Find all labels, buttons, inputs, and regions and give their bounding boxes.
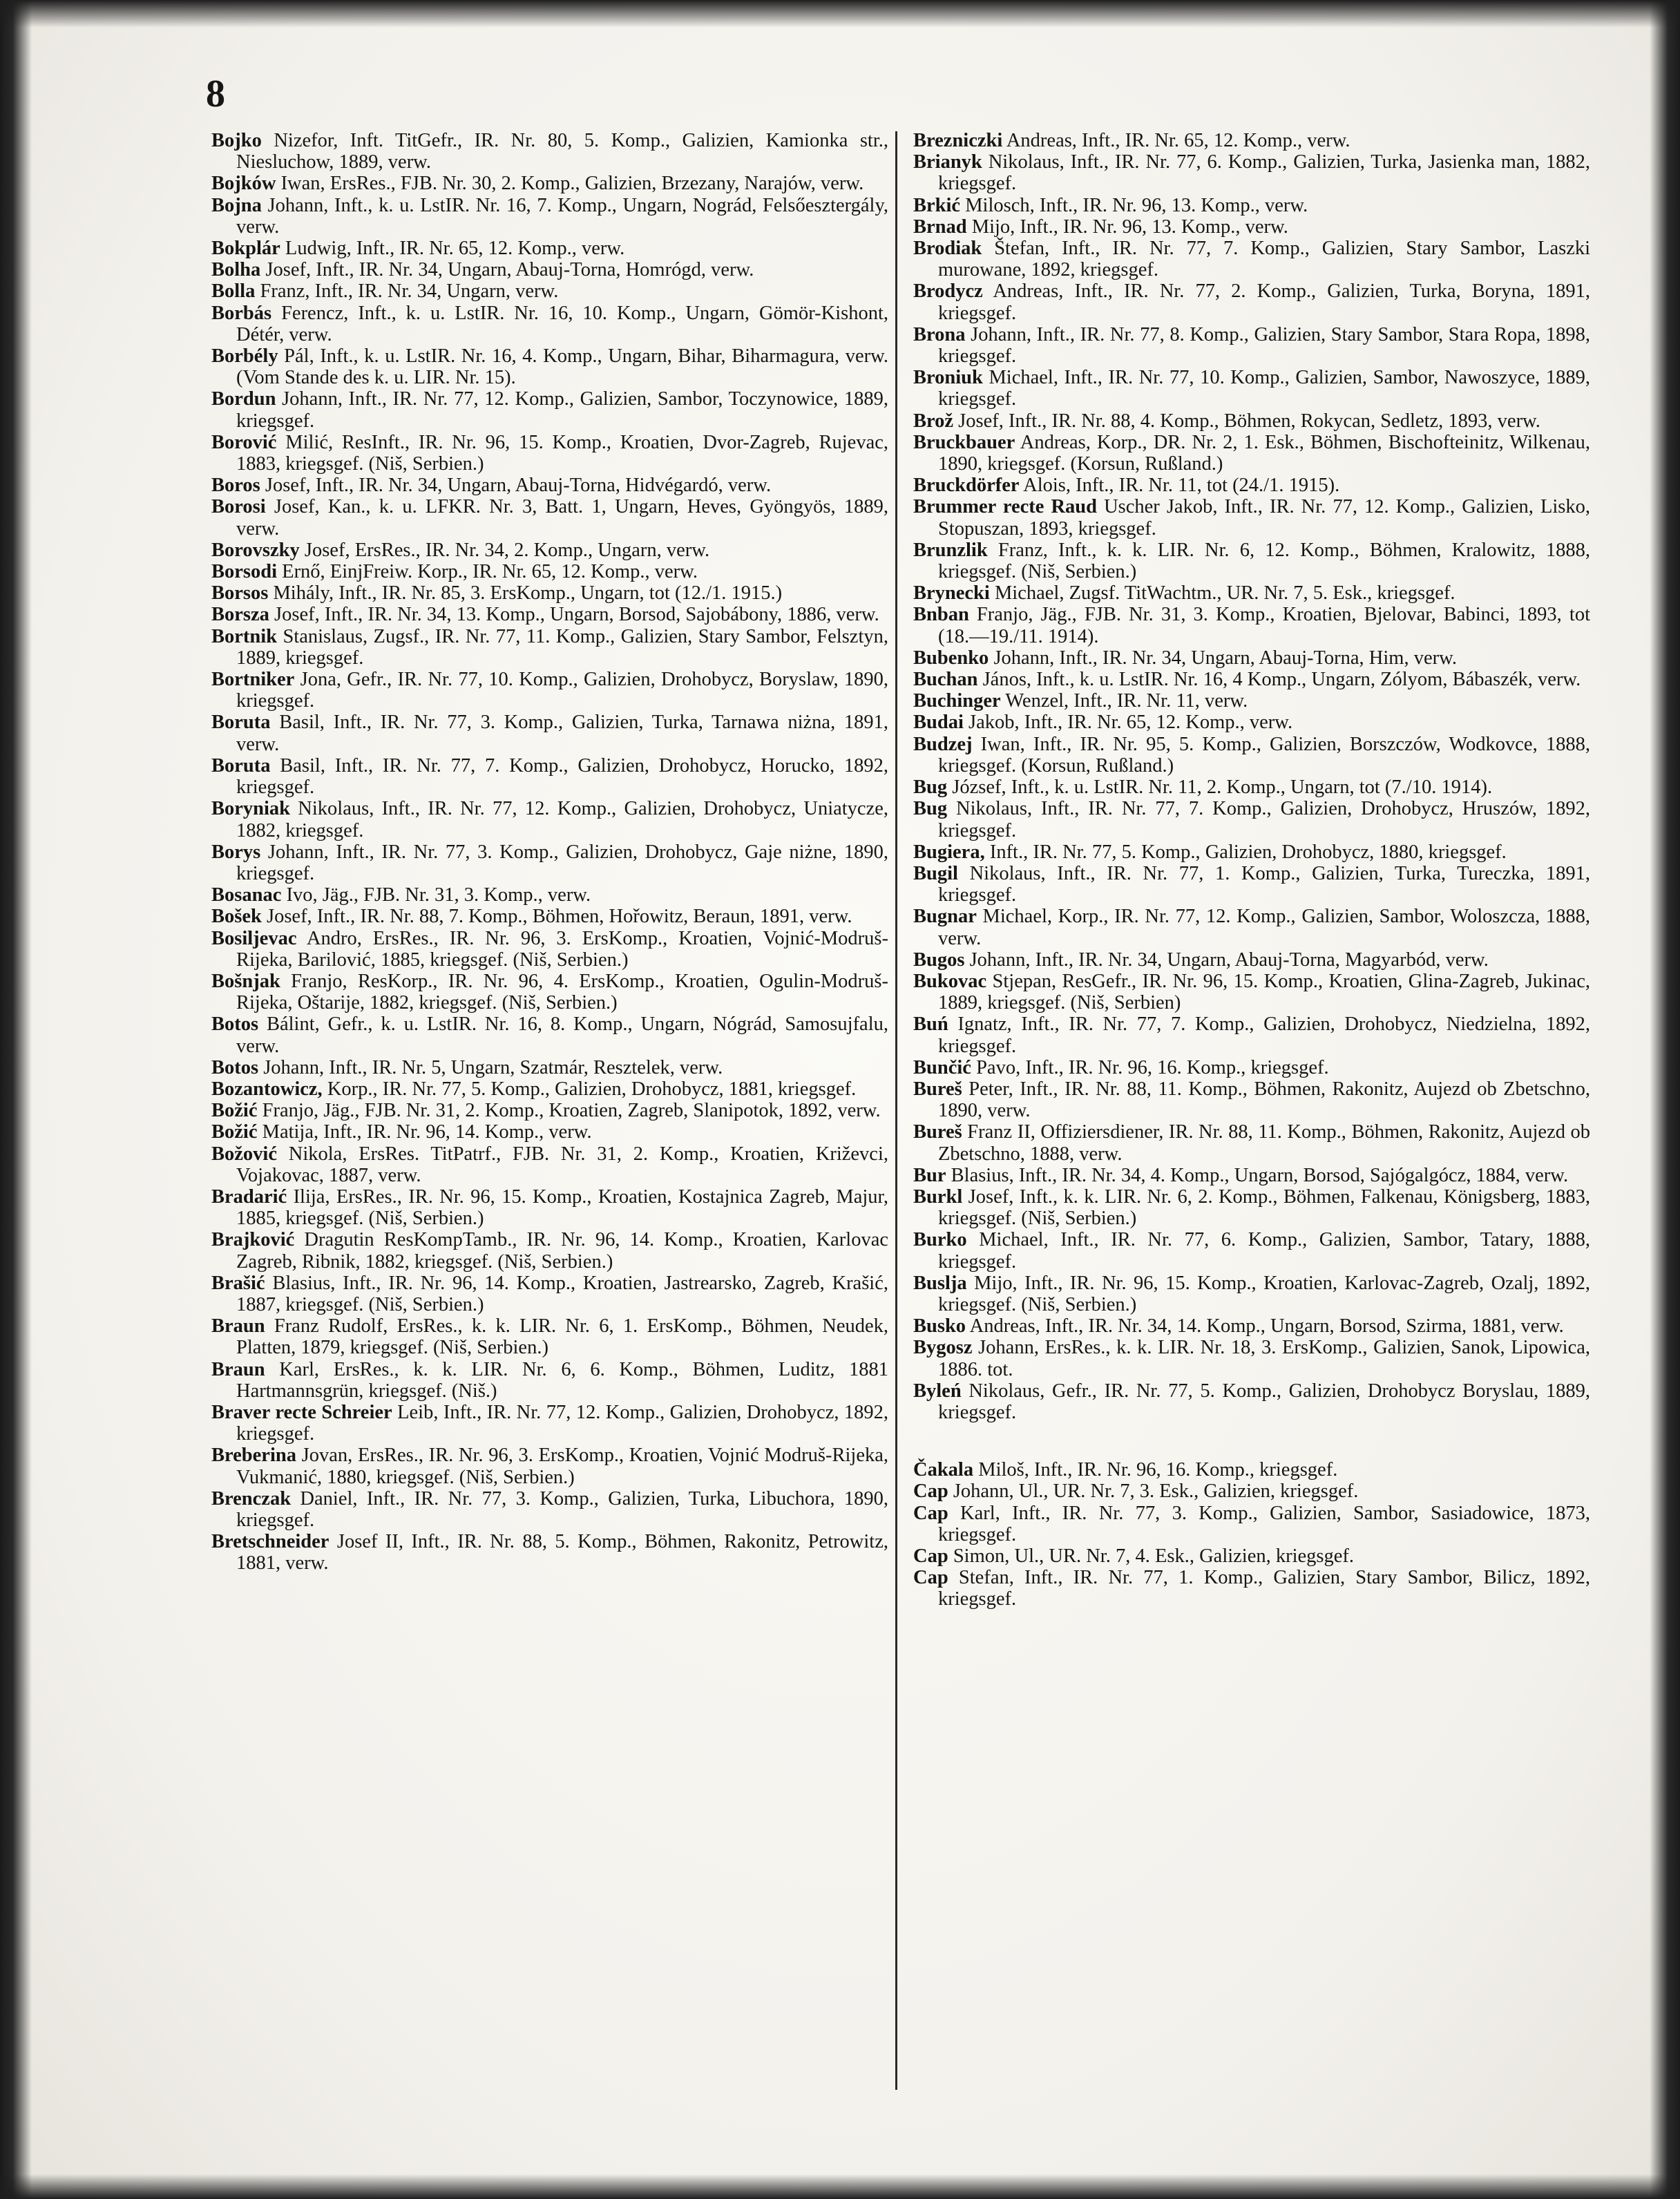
casualty-entry (913, 1121, 1590, 1164)
casualty-entry (913, 669, 1590, 690)
casualty-entry (913, 863, 1590, 906)
casualty-entry (913, 475, 1590, 496)
entry-surname: Borys (211, 841, 261, 863)
casualty-entry (211, 928, 888, 971)
entry-details: Basil, Inft., IR. Nr. 77, 3. Komp., Galizien, Turka, Tarnawa niżna, 1891, verw. (236, 712, 889, 755)
entry-details: Jona, Gefr., IR. Nr. 77, 10. Komp., Galizien, Drohobycz, Boryslaw, 1890, kriegsgef. (236, 669, 888, 712)
entry-surname: Bugos (913, 949, 965, 971)
entry-surname: Bortnik (211, 625, 278, 647)
entry-details: Josef, Inft., IR. Nr. 34, Ungarn, Abauj-Torna, Hidvégardó, verw. (265, 475, 772, 497)
casualty-entry (913, 734, 1590, 777)
casualty-entry (211, 475, 888, 496)
entry-surname: Bokplár (211, 238, 280, 260)
casualty-entry (913, 130, 1590, 151)
entry-details: Iwan, Inft., IR. Nr. 95, 5. Komp., Galizien, Borszczów, Wodkovce, 1888, kriegsgef. (Korsun, Rußland.) (938, 733, 1590, 777)
entry-details: Mihály, Inft., IR. Nr. 85, 3. ErsKomp., Ungarn, tot (12./1. 1915.) (273, 582, 783, 605)
entry-details: Inft., IR. Nr. 77, 5. Komp., Galizien, Drohobycz, 1880, kriegsgef. (989, 841, 1507, 863)
entry-surname: Bojko (211, 130, 262, 151)
casualty-entry (211, 345, 888, 388)
entry-surname: Buń (913, 1013, 948, 1036)
entry-surname: Bojna (211, 194, 262, 216)
entry-surname: Božović (211, 1143, 277, 1165)
entry-details: Andreas, Korp., DR. Nr. 2, 1. Esk., Böhmen, Bischofteinitz, Wilkenau, 1890, kriegsgef. (Korsun, Rußland.) (938, 431, 1590, 475)
entry-surname: Brona (913, 323, 966, 345)
entry-surname: Braun (211, 1358, 265, 1380)
entry-surname: Bretschneider (211, 1531, 330, 1553)
casualty-entry (913, 1057, 1590, 1078)
entry-details: Johann, Inft., k. u. LstIR. Nr. 16, 7. Komp., Ungarn, Nográd, Felsőesztergály, verw. (236, 194, 889, 238)
entry-surname: Buslja (913, 1272, 967, 1294)
entry-surname: Braver recte Schreier (211, 1401, 392, 1423)
casualty-entry (211, 1100, 888, 1121)
entry-details: Johann, Inft., IR. Nr. 77, 8. Komp., Galizien, Stary Sambor, Stara Ropa, 1898, kriegsgef. (938, 323, 1590, 368)
entry-details: Josef, Kan., k. u. LFKR. Nr. 3, Batt. 1, Ungarn, Heves, Gyöngyös, 1889, verw. (236, 496, 888, 540)
entry-details: Matija, Inft., IR. Nr. 96, 14. Komp., verw. (262, 1121, 592, 1143)
entry-details: Michael, Inft., IR. Nr. 77, 10. Komp., Galizien, Sambor, Nawoszyce, 1889, kriegsgef. (938, 367, 1590, 410)
entry-surname: Brajković (211, 1229, 295, 1251)
entry-details: Dragutin ResKompTamb., IR. Nr. 96, 14. Komp., Kroatien, Karlovac Zagreb, Ribnik, 1882, kriegsgef. (Niš, Serbien.) (236, 1229, 888, 1273)
casualty-entry (211, 561, 888, 582)
casualty-entry (913, 432, 1590, 475)
casualty-entry (913, 1481, 1590, 1502)
casualty-entry (913, 1315, 1590, 1337)
entry-surname: Bubenko (913, 647, 989, 669)
entry-surname: Bolla (211, 280, 256, 303)
casualty-entry (913, 1013, 1590, 1056)
entry-surname: Cap (913, 1567, 948, 1589)
casualty-entry (211, 1273, 888, 1315)
casualty-entry (913, 582, 1590, 604)
casualty-entry (913, 1165, 1590, 1186)
entry-details: Peter, Inft., IR. Nr. 88, 11. Komp., Böhmen, Rakonitz, Aujezd ob Zbetschno, 1890, verw. (938, 1078, 1590, 1122)
casualty-entry (211, 971, 888, 1013)
casualty-entry (913, 540, 1590, 582)
entry-surname: Boruta (211, 712, 271, 734)
entry-surname: Brianyk (913, 151, 982, 173)
casualty-entry (211, 841, 888, 884)
entry-surname: Bygosz (913, 1337, 973, 1359)
casualty-entry (211, 1531, 888, 1574)
entry-surname: Burkl (913, 1186, 963, 1208)
entry-surname: Bugil (913, 862, 958, 884)
entry-details: Nikola, ErsRes. TitPatrf., FJB. Nr. 31, 2. Komp., Kroatien, Križevci, Vojakovac, 1887, verw. (236, 1143, 888, 1186)
entry-surname: Brodycz (913, 280, 983, 303)
entry-surname: Bosiljevac (211, 927, 297, 949)
casualty-entry (211, 906, 888, 927)
entry-surname: Bošek (211, 906, 262, 928)
entry-details: Franjo, Jäg., FJB. Nr. 31, 3. Komp., Kroatien, Bjelovar, Babinci, 1893, tot (18.—19./11. 1914). (938, 604, 1590, 647)
entry-details: Ernő, EinjFreiw. Korp., IR. Nr. 65, 12. Komp., verw. (282, 561, 698, 583)
entry-details: Bálint, Gefr., k. u. LstIR. Nr. 16, 8. Komp., Ungarn, Nógrád, Samosujfalu, verw. (236, 1013, 888, 1057)
casualty-entry (211, 798, 888, 841)
entry-details: Karl, ErsRes., k. k. LIR. Nr. 6, 6. Komp., Böhmen, Luditz, 1881 Hartmannsgrün, kriegsgef. (Niš.) (236, 1358, 889, 1402)
entry-details: Blasius, Inft., IR. Nr. 96, 14. Komp., Kroatien, Jastrearsko, Zagreb, Krašić, 1887, kriegsgef. (Niš, Serbien.) (236, 1272, 888, 1315)
entry-details: Michael, Zugsf. TitWachtm., UR. Nr. 7, 5. Esk., kriegsgef. (994, 582, 1455, 605)
casualty-entry (211, 238, 888, 259)
entry-details: Stefan, Inft., IR. Nr. 77, 1. Komp., Galizien, Stary Sambor, Bilicz, 1892, kriegsgef. (938, 1567, 1591, 1610)
entry-details: Ilija, ErsRes., IR. Nr. 96, 15. Komp., Kroatien, Kostajnica Zagreb, Majur, 1885, kriegsgef. (Niš, Serbien.) (236, 1186, 888, 1230)
casualty-entry (913, 712, 1590, 733)
casualty-entry (211, 755, 888, 798)
entry-surname: Cap (913, 1545, 948, 1567)
casualty-entry (913, 216, 1590, 238)
casualty-entry (211, 540, 888, 561)
entry-surname: Božić (211, 1100, 258, 1122)
entry-details: Nikolaus, Gefr., IR. Nr. 77, 5. Komp., Galizien, Drohobycz Boryslau, 1889, kriegsgef. (938, 1380, 1590, 1423)
entry-details: Josef, Inft., IR. Nr. 34, Ungarn, Abauj-Torna, Homrógd, verw. (265, 259, 754, 281)
entry-details: Nikolaus, Inft., IR. Nr. 77, 12. Komp., Galizien, Drohobycz, Uniatycze, 1882, kriegsgef. (236, 798, 888, 841)
entry-details: Josef, Inft., k. k. LIR. Nr. 6, 2. Komp., Böhmen, Falkenau, Königsberg, 1883, kriegsgef. (Niš, Serbien.) (938, 1186, 1590, 1230)
casualty-entry (211, 1445, 888, 1487)
entry-details: Franz II, Offiziersdiener, IR. Nr. 88, 11. Komp., Böhmen, Rakonitz, Aujezd ob Zbetschno, 1888, verw. (938, 1121, 1591, 1165)
entry-surname: Božić (211, 1121, 258, 1143)
entry-surname: Boros (211, 475, 260, 497)
entry-details: Jovan, ErsRes., IR. Nr. 96, 3. ErsKomp., Kroatien, Vojnić Modruš-Rijeka, Vukmanić, 1880, kriegsgef. (Niš, Serbien.) (236, 1445, 889, 1488)
entry-surname: Bradarić (211, 1186, 287, 1208)
right-column (913, 130, 1590, 1610)
entry-details: Josef II, Inft., IR. Nr. 88, 5. Komp., Böhmen, Rakonitz, Petrowitz, 1881, verw. (236, 1531, 888, 1574)
entry-surname: Busko (913, 1315, 966, 1338)
casualty-entry (211, 496, 888, 539)
entry-details: Michael, Inft., IR. Nr. 77, 6. Komp., Galizien, Sambor, Tatary, 1888, kriegsgef. (938, 1229, 1590, 1273)
entry-surname: Brenczak (211, 1487, 292, 1510)
entry-surname: Bordun (211, 388, 276, 410)
casualty-entry (211, 303, 888, 345)
entry-surname: Cap (913, 1481, 948, 1503)
entry-details: Pavo, Inft., IR. Nr. 96, 16. Komp., kriegsgef. (976, 1056, 1329, 1078)
casualty-entry (913, 690, 1590, 712)
entry-surname: Bug (913, 777, 948, 799)
entry-details: Josef, ErsRes., IR. Nr. 34, 2. Komp., Ungarn, verw. (304, 539, 710, 561)
entry-details: Stanislaus, Zugsf., IR. Nr. 77, 11. Komp., Galizien, Stary Sambor, Felsztyn, 1889, kriegsgef. (236, 625, 889, 669)
entry-details: Pál, Inft., k. u. LstIR. Nr. 16, 4. Komp., Ungarn, Bihar, Biharmagura, verw. (Vom Stande des k. u. LIR. Nr. 15). (236, 345, 888, 389)
entry-details: Mijo, Inft., IR. Nr. 96, 15. Komp., Kroatien, Karlovac-Zagreb, Ozalj, 1892, kriegsgef. (Niš, Serbien.) (938, 1272, 1591, 1315)
entry-surname: Bugnar (913, 906, 977, 928)
entry-surname: Cap (913, 1502, 948, 1524)
casualty-entry (211, 195, 888, 238)
casualty-entry (913, 496, 1590, 539)
entry-details: Franjo, ResKorp., IR. Nr. 96, 4. ErsKomp., Kroatien, Ogulin-Modruš-Rijeka, Oštarije, 1882, kriegsgef. (Niš, Serbien.) (236, 970, 889, 1014)
casualty-entry (211, 669, 888, 712)
casualty-entry (211, 582, 888, 604)
casualty-entry (913, 1186, 1590, 1229)
entry-surname: Brašić (211, 1272, 265, 1294)
right-column-c-entries (913, 1459, 1590, 1610)
entry-details: Johann, Inft., IR. Nr. 77, 12. Komp., Galizien, Sambor, Toczynowice, 1889, kriegsgef. (236, 388, 888, 432)
casualty-entry (211, 1229, 888, 1272)
casualty-entry (913, 841, 1590, 863)
entry-surname: Budzej (913, 733, 973, 755)
scan-border-left (0, 0, 32, 2199)
casualty-entry (913, 1459, 1590, 1481)
entry-details: Johann, Inft., IR. Nr. 5, Ungarn, Szatmár, Resztelek, verw. (263, 1056, 723, 1078)
casualty-entry (211, 1013, 888, 1056)
entry-details: Josef, Inft., IR. Nr. 88, 7. Komp., Böhmen, Hořowitz, Beraun, 1891, verw. (266, 906, 852, 928)
casualty-entry (913, 1337, 1590, 1380)
casualty-entry (211, 280, 888, 302)
entry-surname: Borović (211, 431, 277, 453)
entry-surname: Braun (211, 1315, 265, 1338)
casualty-entry (211, 604, 888, 625)
entry-details: Franz Rudolf, ErsRes., k. k. LIR. Nr. 6, 1. ErsKomp., Böhmen, Neudek, Platten, 1879, kriegsgef. (Niš, Serbien.) (236, 1315, 888, 1359)
entry-details: Milosch, Inft., IR. Nr. 96, 13. Komp., verw. (965, 194, 1308, 216)
entry-details: Jakob, Inft., IR. Nr. 65, 12. Komp., verw. (968, 712, 1293, 734)
section-gap (913, 1423, 1590, 1459)
casualty-entry (211, 173, 888, 194)
entry-details: Josef, Inft., IR. Nr. 34, 13. Komp., Ungarn, Borsod, Sajobábony, 1886, verw. (274, 604, 879, 626)
entry-details: Korp., IR. Nr. 77, 5. Komp., Galizien, Drohobycz, 1881, kriegsgef. (327, 1078, 857, 1100)
entry-surname: Broniuk (913, 367, 983, 389)
entry-surname: Bortniker (211, 669, 295, 691)
entry-surname: Bnban (913, 604, 969, 626)
entry-surname: Botos (211, 1013, 259, 1036)
entry-surname: Borsodi (211, 561, 278, 583)
entry-surname: Budai (913, 712, 964, 734)
entry-surname: Borbás (211, 302, 272, 324)
entry-surname: Bruckdörfer (913, 475, 1020, 497)
entry-surname: Brummer recte Raud (913, 496, 1097, 518)
entry-surname: Buchan (913, 669, 978, 691)
entry-surname: Borsza (211, 604, 269, 626)
entry-surname: Bug (913, 798, 948, 820)
entry-surname: Bolha (211, 259, 261, 281)
entry-surname: Brodiak (913, 238, 982, 260)
entry-surname: Bozantowicz, (211, 1078, 323, 1100)
casualty-entry (913, 1380, 1590, 1423)
entry-details: Mijo, Inft., IR. Nr. 96, 13. Komp., verw. (971, 216, 1288, 238)
casualty-entry (913, 1078, 1590, 1121)
casualty-entry (211, 884, 888, 906)
entry-surname: Bugiera, (913, 841, 985, 863)
casualty-entry (211, 388, 888, 431)
entry-surname: Botos (211, 1056, 259, 1078)
casualty-entry (211, 432, 888, 475)
casualty-entry (211, 130, 888, 173)
casualty-entry (211, 1186, 888, 1229)
entry-surname: Brunzlik (913, 539, 988, 561)
entry-details: Karl, Inft., IR. Nr. 77, 3. Komp., Galizien, Sambor, Sasiadowice, 1873, kriegsgef. (938, 1502, 1590, 1545)
entry-surname: Bukovac (913, 970, 987, 992)
entry-surname: Bureš (913, 1121, 962, 1143)
entry-details: Basil, Inft., IR. Nr. 77, 7. Komp., Galizien, Drohobycz, Horucko, 1892, kriegsgef. (236, 754, 888, 799)
entry-details: Johann, Inft., IR. Nr. 34, Ungarn, Abauj-Torna, Him, verw. (993, 647, 1457, 669)
entry-surname: Bureš (913, 1078, 962, 1100)
casualty-entry (913, 1567, 1590, 1610)
casualty-entry (913, 1503, 1590, 1545)
casualty-entry (211, 1488, 888, 1531)
casualty-entry (913, 367, 1590, 410)
casualty-entry (913, 777, 1590, 798)
entry-details: Andro, ErsRes., IR. Nr. 96, 3. ErsKomp., Kroatien, Vojnić-Modruš-Rijeka, Barilović, 1885, kriegsgef. (Niš, Serbien.) (236, 927, 889, 971)
left-column (211, 130, 888, 1574)
entry-details: Uscher Jakob, Inft., IR. Nr. 77, 12. Komp., Galizien, Lisko, Stopuszan, 1893, kriegsgef. (938, 496, 1590, 540)
entry-surname: Borbély (211, 345, 278, 368)
entry-details: Josef, Inft., IR. Nr. 88, 4. Komp., Böhmen, Rokycan, Sedletz, 1893, verw. (958, 410, 1540, 432)
entry-details: Miloš, Inft., IR. Nr. 96, 16. Komp., kriegsgef. (978, 1459, 1338, 1481)
entry-details: János, Inft., k. u. LstIR. Nr. 16, 4 Komp., Ungarn, Zólyom, Bábaszék, verw. (982, 669, 1581, 691)
entry-surname: Burko (913, 1229, 967, 1251)
entry-details: Simon, Ul., UR. Nr. 7, 4. Esk., Galizien, kriegsgef. (953, 1545, 1355, 1567)
entry-details: Johann, Inft., IR. Nr. 34, Ungarn, Abauj-Torna, Magyarbód, verw. (969, 949, 1489, 971)
casualty-entry (913, 949, 1590, 971)
scan-border-top (0, 0, 1680, 28)
entry-details: Daniel, Inft., IR. Nr. 77, 3. Komp., Galizien, Turka, Libuchora, 1890, kriegsgef. (236, 1487, 888, 1531)
casualty-entry (211, 1402, 888, 1445)
entry-details: Andreas, Inft., IR. Nr. 34, 14. Komp., Ungarn, Borsod, Szirma, 1881, verw. (969, 1315, 1564, 1338)
entry-details: Franz, Inft., IR. Nr. 34, Ungarn, verw. (260, 280, 559, 303)
entry-surname: Brnad (913, 216, 967, 238)
entry-surname: Boryniak (211, 798, 291, 820)
entry-details: Franjo, Jäg., FJB. Nr. 31, 2. Komp., Kroatien, Zagreb, Slanipotok, 1892, verw. (262, 1100, 881, 1122)
entry-surname: Borosi (211, 496, 266, 518)
entry-details: Franz, Inft., k. k. LIR. Nr. 6, 12. Komp., Böhmen, Kralowitz, 1888, kriegsgef. (Niš, Serbien.) (938, 539, 1590, 583)
entry-surname: Brezniczki (913, 130, 1003, 151)
entry-details: Iwan, ErsRes., FJB. Nr. 30, 2. Komp., Galizien, Brzezany, Narajów, verw. (280, 173, 864, 195)
entry-details: Nizefor, Inft. TitGefr., IR. Nr. 80, 5. Komp., Galizien, Kamionka str., Niesluchow, 1889, verw. (236, 130, 889, 173)
entry-details: Alois, Inft., IR. Nr. 11, tot (24./1. 1915). (1023, 475, 1340, 497)
casualty-entry (913, 195, 1590, 216)
entry-surname: Bunčić (913, 1056, 971, 1078)
casualty-entry (211, 259, 888, 280)
entry-details: Andreas, Inft., IR. Nr. 77, 2. Komp., Galizien, Turka, Boryna, 1891, kriegsgef. (938, 280, 1590, 324)
entry-details: Wenzel, Inft., IR. Nr. 11, verw. (1005, 690, 1248, 712)
casualty-entry (211, 1121, 888, 1143)
entry-details: Ludwig, Inft., IR. Nr. 65, 12. Komp., verw. (285, 238, 625, 260)
entry-surname: Bojków (211, 173, 276, 195)
casualty-entry (211, 1143, 888, 1186)
casualty-entry (913, 280, 1590, 323)
casualty-entry (913, 906, 1590, 949)
casualty-entry (913, 324, 1590, 367)
casualty-entry (913, 798, 1590, 841)
entry-details: Nikolaus, Inft., IR. Nr. 77, 1. Komp., Galizien, Turka, Tureczka, 1891, kriegsgef. (938, 862, 1591, 906)
entry-surname: Byleń (913, 1380, 962, 1402)
casualty-entry (913, 971, 1590, 1013)
entry-surname: Brynecki (913, 582, 990, 605)
casualty-entry (913, 151, 1590, 194)
entry-details: Milić, ResInft., IR. Nr. 96, 15. Komp., Kroatien, Dvor-Zagreb, Rujevac, 1883, kriegsgef. (Niš, Serbien.) (236, 431, 889, 475)
entry-surname: Borovszky (211, 539, 300, 561)
entry-details: Nikolaus, Inft., IR. Nr. 77, 6. Komp., Galizien, Turka, Jasienka man, 1882, kriegsgef. (938, 151, 1590, 195)
casualty-entry (913, 410, 1590, 432)
casualty-entry (913, 647, 1590, 669)
entry-details: Ferencz, Inft., k. u. LstIR. Nr. 16, 10. Komp., Ungarn, Gömör-Kishont, Détér, verw. (236, 302, 889, 345)
casualty-entry (211, 1315, 888, 1358)
entry-surname: Buchinger (913, 690, 1001, 712)
casualty-entry (913, 238, 1590, 280)
entry-details: József, Inft., k. u. LstIR. Nr. 11, 2. Komp., Ungarn, tot (7./10. 1914). (952, 777, 1493, 799)
casualty-entry (913, 604, 1590, 647)
entry-surname: Bosanac (211, 884, 282, 906)
entry-surname: Brož (913, 410, 954, 432)
entry-details: Leib, Inft., IR. Nr. 77, 12. Komp., Galizien, Drohobycz, 1892, kriegsgef. (236, 1401, 888, 1445)
entry-details: Johann, Inft., IR. Nr. 77, 3. Komp., Galizien, Drohobycz, Gaje niżne, 1890, kriegsgef. (236, 841, 888, 884)
casualty-entry (913, 1545, 1590, 1567)
casualty-entry (913, 1229, 1590, 1272)
casualty-entry (211, 626, 888, 669)
casualty-entry (211, 1359, 888, 1402)
entry-details: Nikolaus, Inft., IR. Nr. 77, 7. Komp., Galizien, Drohobycz, Hruszów, 1892, kriegsgef. (938, 798, 1591, 841)
scan-border-right (1650, 0, 1680, 2199)
entry-surname: Brkić (913, 194, 961, 216)
entry-surname: Bur (913, 1164, 946, 1186)
right-column-b-entries (913, 130, 1590, 1423)
entry-details: Ivo, Jäg., FJB. Nr. 31, 3. Komp., verw. (286, 884, 591, 906)
entry-details: Stjepan, ResGefr., IR. Nr. 96, 15. Komp., Kroatien, Glina-Zagreb, Jukinac, 1889, kriegsgef. (Niš, Serbien) (938, 970, 1591, 1014)
entry-surname: Bruckbauer (913, 431, 1015, 453)
casualty-entry (211, 1078, 888, 1100)
casualty-entry (211, 1057, 888, 1078)
entry-details: Ignatz, Inft., IR. Nr. 77, 7. Komp., Galizien, Drohobycz, Niedzielna, 1892, kriegsgef. (938, 1013, 1590, 1057)
entry-surname: Breberina (211, 1445, 296, 1467)
entry-details: Blasius, Inft., IR. Nr. 34, 4. Komp., Ungarn, Borsod, Sajógalgócz, 1884, verw. (951, 1164, 1569, 1186)
page-number: 8 (206, 73, 225, 115)
entry-details: Štefan, Inft., IR. Nr. 77, 7. Komp., Galizien, Stary Sambor, Laszki murowane, 1892, kriegsgef. (938, 238, 1591, 281)
entry-surname: Bošnjak (211, 970, 280, 992)
entry-surname: Borsos (211, 582, 269, 605)
entry-surname: Boruta (211, 754, 271, 777)
entry-surname: Čakala (913, 1459, 974, 1481)
column-divider (895, 131, 897, 2090)
entry-details: Michael, Korp., IR. Nr. 77, 12. Komp., Galizien, Sambor, Woloszcza, 1888, verw. (938, 906, 1590, 949)
scan-border-bottom (0, 2174, 1680, 2199)
casualty-entry (913, 1273, 1590, 1315)
entry-details: Johann, Ul., UR. Nr. 7, 3. Esk., Galizien, kriegsgef. (953, 1481, 1359, 1503)
casualty-entry (211, 712, 888, 754)
entry-details: Andreas, Inft., IR. Nr. 65, 12. Komp., verw. (1006, 130, 1350, 151)
entry-details: Johann, ErsRes., k. k. LIR. Nr. 18, 3. ErsKomp., Galizien, Sanok, Lipowica, 1886. tot. (938, 1337, 1591, 1380)
